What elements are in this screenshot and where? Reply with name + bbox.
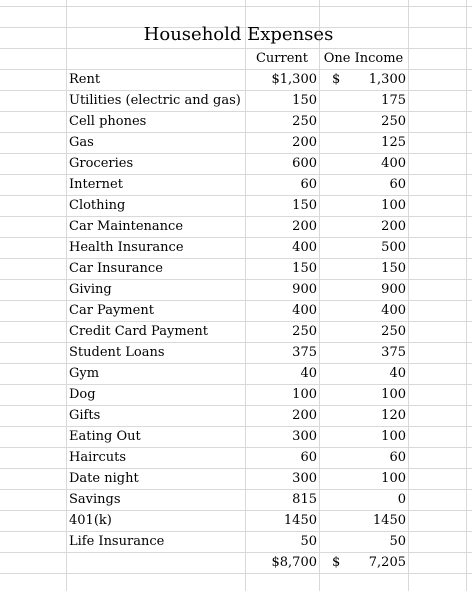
one-income-amount-cell[interactable]: 100	[381, 198, 406, 213]
current-amount-cell[interactable]: 250	[292, 114, 317, 129]
one-income-amount-cell[interactable]: 150	[381, 261, 406, 276]
one-income-amount-cell[interactable]: 100	[381, 387, 406, 402]
current-amount-cell[interactable]: 300	[292, 471, 317, 486]
current-amount-cell[interactable]: 200	[292, 219, 317, 234]
one-income-amount-cell[interactable]: 400	[381, 303, 406, 318]
one-income-amount-cell[interactable]: 40	[389, 366, 406, 381]
row-label[interactable]: Utilities (electric and gas)	[69, 93, 241, 108]
row-label[interactable]: Gas	[69, 135, 94, 150]
row-label[interactable]: Car Payment	[69, 303, 154, 318]
row-label[interactable]: Life Insurance	[69, 534, 165, 549]
one-income-amount-cell[interactable]: 400	[381, 156, 406, 171]
grid-column-line	[408, 0, 409, 591]
current-amount-cell[interactable]: 375	[292, 345, 317, 360]
one-income-amount-cell[interactable]: 100	[381, 471, 406, 486]
current-amount-cell[interactable]: 150	[292, 261, 317, 276]
one-income-amount-cell[interactable]: 60	[389, 177, 406, 192]
one-income-amount-cell[interactable]: 900	[381, 282, 406, 297]
row-label[interactable]: Health Insurance	[69, 240, 184, 255]
row-label[interactable]: Savings	[69, 492, 121, 507]
one-income-amount-cell[interactable]	[319, 69, 408, 90]
one-income-amount-cell[interactable]: 60	[389, 450, 406, 465]
current-amount-cell[interactable]: 200	[292, 408, 317, 423]
current-amount-cell[interactable]: 200	[292, 135, 317, 150]
current-amount-cell[interactable]: 400	[292, 303, 317, 318]
sheet-title[interactable]: Household Expenses	[143, 24, 334, 45]
total-current-cell[interactable]: $8,700	[271, 555, 317, 570]
current-amount-cell[interactable]: 400	[292, 240, 317, 255]
row-label[interactable]: Haircuts	[69, 450, 127, 465]
row-label[interactable]: Clothing	[69, 198, 126, 213]
one-income-amount-cell[interactable]: 100	[381, 429, 406, 444]
current-amount-cell[interactable]: 600	[292, 156, 317, 171]
row-label[interactable]: Car Maintenance	[69, 219, 184, 234]
one-income-amount-cell[interactable]: 50	[389, 534, 406, 549]
row-label[interactable]: Rent	[69, 72, 101, 87]
current-amount-cell[interactable]: 150	[292, 93, 317, 108]
current-amount-cell[interactable]: 1450	[283, 513, 317, 528]
current-amount-cell[interactable]: 100	[292, 387, 317, 402]
current-amount-cell[interactable]: 60	[300, 177, 317, 192]
row-label[interactable]: Credit Card Payment	[69, 324, 208, 339]
one-income-amount-cell[interactable]: 200	[381, 219, 406, 234]
row-label[interactable]: 401(k)	[69, 513, 112, 528]
row-label[interactable]: Gym	[69, 366, 100, 381]
row-label[interactable]: Internet	[69, 177, 123, 192]
row-label[interactable]: Car Insurance	[69, 261, 163, 276]
current-amount-cell[interactable]: 815	[292, 492, 317, 507]
amount-value: 1,300	[368, 72, 406, 87]
current-amount-cell[interactable]: 150	[292, 198, 317, 213]
current-amount-cell[interactable]: 50	[300, 534, 317, 549]
row-label[interactable]: Cell phones	[69, 114, 147, 129]
total-one-income-cell[interactable]	[319, 552, 408, 573]
row-label[interactable]: Groceries	[69, 156, 134, 171]
row-label[interactable]: Gifts	[69, 408, 101, 423]
one-income-amount-cell[interactable]: 175	[381, 93, 406, 108]
one-income-amount-cell[interactable]: 250	[381, 114, 406, 129]
header-one-income[interactable]: One Income	[323, 51, 404, 66]
header-current[interactable]: Current	[255, 51, 309, 66]
grid-row-line	[0, 6, 472, 7]
one-income-amount-cell[interactable]: 250	[381, 324, 406, 339]
one-income-amount-cell[interactable]: 1450	[372, 513, 406, 528]
amount-value: 7,205	[368, 555, 406, 570]
one-income-amount-cell[interactable]: 0	[397, 492, 406, 507]
row-label[interactable]: Giving	[69, 282, 112, 297]
current-amount-cell[interactable]: 250	[292, 324, 317, 339]
current-amount-cell[interactable]: 900	[292, 282, 317, 297]
one-income-amount-cell[interactable]: 500	[381, 240, 406, 255]
one-income-amount-cell[interactable]: 375	[381, 345, 406, 360]
row-label[interactable]: Date night	[69, 471, 139, 486]
row-label[interactable]: Eating Out	[69, 429, 141, 444]
grid-row-line	[0, 573, 472, 574]
current-amount-cell[interactable]: 40	[300, 366, 317, 381]
grid-column-line	[466, 0, 467, 591]
currency-symbol: $	[332, 555, 341, 570]
grid-column-line	[66, 0, 67, 591]
row-label[interactable]: Dog	[69, 387, 96, 402]
current-amount-cell[interactable]: $1,300	[271, 72, 317, 87]
currency-symbol: $	[332, 72, 341, 87]
current-amount-cell[interactable]: 60	[300, 450, 317, 465]
row-label[interactable]: Student Loans	[69, 345, 165, 360]
one-income-amount-cell[interactable]: 125	[381, 135, 406, 150]
current-amount-cell[interactable]: 300	[292, 429, 317, 444]
one-income-amount-cell[interactable]: 120	[381, 408, 406, 423]
